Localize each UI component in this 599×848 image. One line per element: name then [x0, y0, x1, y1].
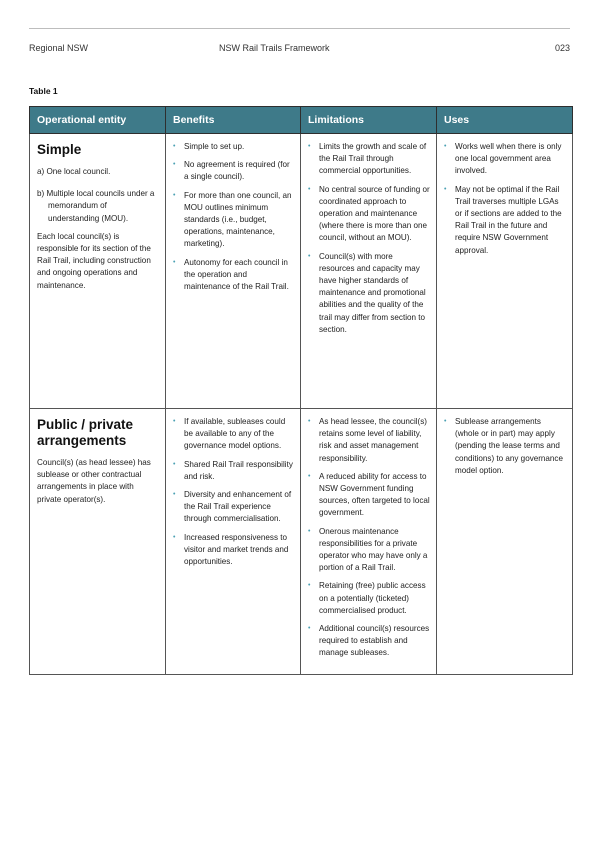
column-header-uses: Uses [437, 107, 573, 134]
list-item: • Onerous maintenance responsibilities for a private operator who may have only a portion of a Rail Trail. [308, 526, 430, 575]
list-item: • Shared Rail Trail responsibility and risk. [173, 459, 294, 483]
list-item: • Diversity and enhancement of the Rail Trail experience through commercialisation. [173, 489, 294, 526]
table-header-row [30, 107, 573, 134]
header-title: NSW Rail Trails Framework [219, 43, 330, 53]
limitations-cell [301, 134, 437, 409]
list-item: • If available, subleases could be available to any of the governance model options. [173, 416, 294, 453]
list-item: • Retaining (free) public access on a potentially (ticketed) commercialised product. [308, 580, 430, 617]
list-item: • Council(s) with more resources and capacity may have higher standards of maintenance and promotional abilities and the quality of the trail may differ from section to section. [308, 251, 430, 336]
operational-entity-table [29, 106, 573, 675]
list-item: • No agreement is required (for a single council). [173, 159, 294, 183]
uses-cell [437, 409, 573, 675]
table-row-simple [30, 134, 573, 409]
entity-item: Council(s) (as head lessee) has sublease or other contractual arrangements in place with private operator(s). [37, 458, 151, 504]
column-header-operational-entity: Operational entity [30, 107, 166, 134]
uses-cell [437, 134, 573, 409]
list-item: • A reduced ability for access to NSW Government funding sources, often targeted to local government. [308, 471, 430, 520]
list-item: • Sublease arrangements (whole or in part) may apply (pending the lease terms and conditions) to any governance model option. [444, 416, 566, 477]
column-header-limitations: Limitations [301, 107, 437, 134]
list-item: • Limits the growth and scale of the Rail Trail through commercial opportunities. [308, 141, 430, 178]
benefits-cell [166, 134, 301, 409]
list-item: • No central source of funding or coordinated approach to operation and maintenance (where there is more than one council, without an MOU). [308, 184, 430, 245]
page-number: 023 [554, 43, 570, 53]
entity-item: b) Multiple local councils under a memorandum of understanding (MOU). [37, 189, 155, 223]
list-item: • Increased responsiveness to visitor and market trends and opportunities. [173, 532, 294, 569]
list-item: • Works well when there is only one local government area involved. [444, 141, 566, 178]
list-item: • As head lessee, the council(s) retains some level of liability, risk and asset management responsibility. [308, 416, 430, 465]
header-rule [29, 28, 570, 29]
list-item: • May not be optimal if the Rail Trail traverses multiple LGAs or if sections are added to the Rail Trail in the future and require NSW Government approval. [444, 184, 566, 257]
list-item: • Simple to set up. [173, 141, 294, 153]
entity-item: Each local council(s) is responsible for its section of the Rail Trail, including construction and ongoing operations and maintenance. [37, 231, 151, 290]
entity-cell [30, 409, 166, 675]
benefits-cell [166, 409, 301, 675]
entity-title: Public / private arrangements [37, 417, 134, 448]
list-item: • Additional council(s) resources required to establish and manage subleases. [308, 623, 430, 660]
list-item: • Autonomy for each council in the operation and maintenance of the Rail Trail. [173, 257, 294, 294]
table-label: Table 1 [29, 86, 58, 96]
entity-cell [30, 134, 166, 409]
list-item: • For more than one council, an MOU outlines minimum standards (i.e., budget, operations, maintenance, marketing). [173, 190, 294, 251]
entity-item: a) One local council. [37, 167, 111, 176]
entity-title: Simple [37, 142, 82, 157]
header-left: Regional NSW [29, 43, 89, 53]
limitations-cell [301, 409, 437, 675]
column-header-benefits: Benefits [166, 107, 301, 134]
table-row-public-private [30, 409, 573, 675]
